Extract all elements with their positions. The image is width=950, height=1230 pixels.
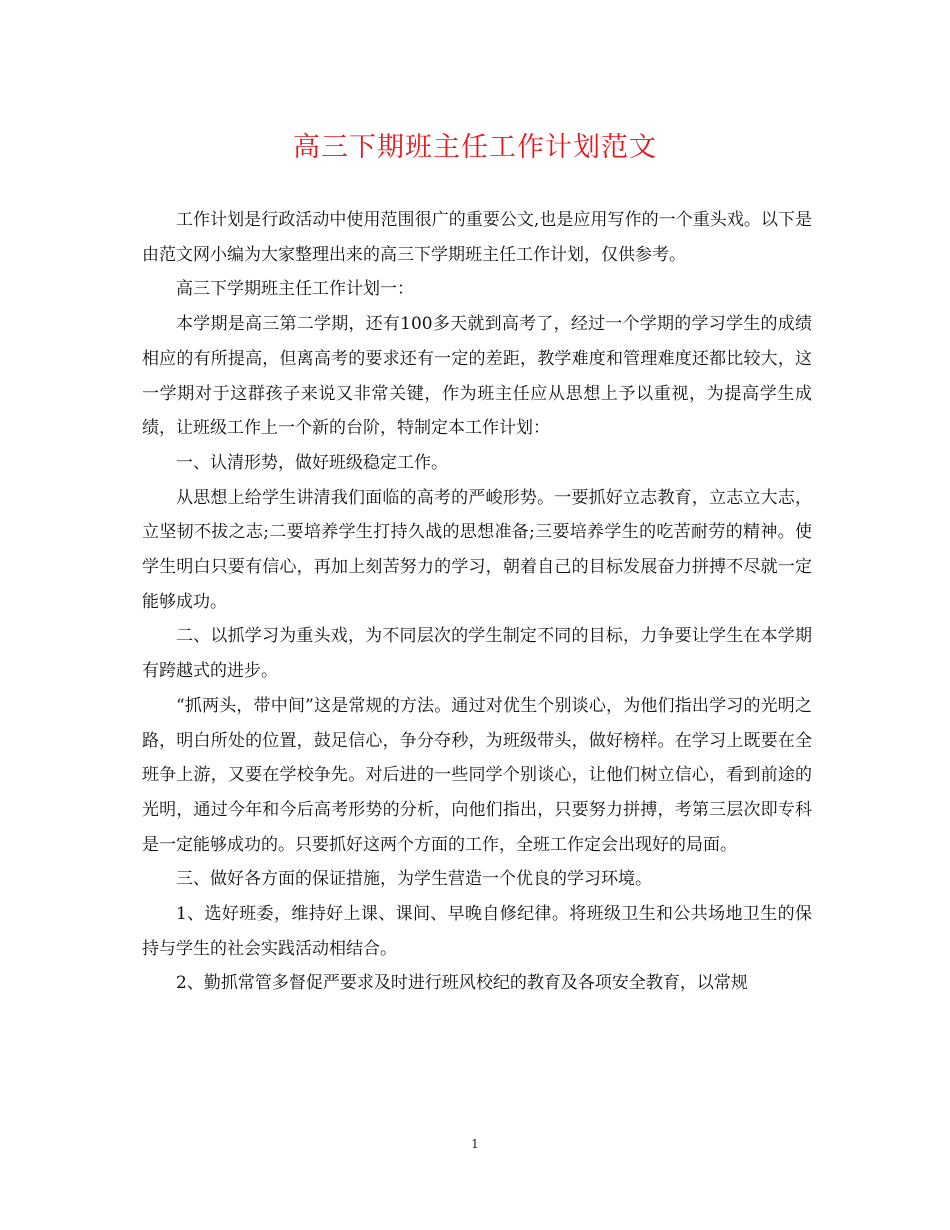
paragraph-ideology: 从思想上给学生讲清我们面临的高考的严峻形势。一要抓好立志教育，立志立大志，立坚韧不拔之志;二要培养学生打持久战的思想准备;三要培养学生的吃苦耐劳的精神。使学生明白只要有信心，再加上刻苦努力的学习，朝着自己的目标发展奋力拼搏不尽就一定能够成功。 <box>142 487 812 612</box>
section-heading-2: 二、以抓学习为重头戏，为不同层次的学生制定不同的目标，力争要让学生在本学期有跨越式的进步。 <box>142 626 812 682</box>
section-heading-3: 三、做好各方面的保证措施，为学生营造一个优良的学习环境。 <box>176 869 652 890</box>
document-title: 高三下期班主任工作计划范文 <box>293 132 657 163</box>
paragraph-plan-heading: 高三下学期班主任工作计划一： <box>176 279 414 300</box>
list-item-2: 2、勤抓常管多督促严要求及时进行班风校纪的教育及各项安全教育，以常规 <box>176 973 748 994</box>
paragraph-semester-overview: 本学期是高三第二学期，还有100多天就到高考了，经过一个学期的学习学生的成绩相应的有所提高，但离高考的要求还有一定的差距，教学难度和管理难度还都比较大，这一学期对于这群孩子来说又非常关键，作为班主任应从思想上予以重视，为提高学生成绩，让班级工作上一个新的台阶，特制定本工作计划： <box>142 314 812 439</box>
section-heading-1: 一、认清形势，做好班级稳定工作。 <box>176 452 448 473</box>
paragraph-methods: “抓两头，带中间”这是常规的方法。通过对优生个别谈心，为他们指出学习的光明之路，明白所处的位置，鼓足信心，争分夺秒，为班级带头，做好榜样。在学习上既要在全班争上游，又要在学校争先。对后进的一些同学个别谈心，让他们树立信心，看到前途的光明，通过今年和今后高考形势的分析，向他们指出，只要努力拼搏，考第三层次即专科是一定能够成功的。只要抓好这两个方面的工作，全班工作定会出现好的局面。 <box>142 695 812 855</box>
paragraph-intro: 工作计划是行政活动中使用范围很广的重要公文,也是应用写作的一个重头戏。以下是由范文网小编为大家整理出来的高三下学期班主任工作计划，仅供参考。 <box>142 210 812 265</box>
list-item-1: 1、选好班委，维持好上课、课间、早晚自修纪律。将班级卫生和公共场地卫生的保持与学生的社会实践活动相结合。 <box>142 904 812 959</box>
page-number: 1 <box>471 1137 479 1151</box>
document-body <box>142 203 812 1001</box>
